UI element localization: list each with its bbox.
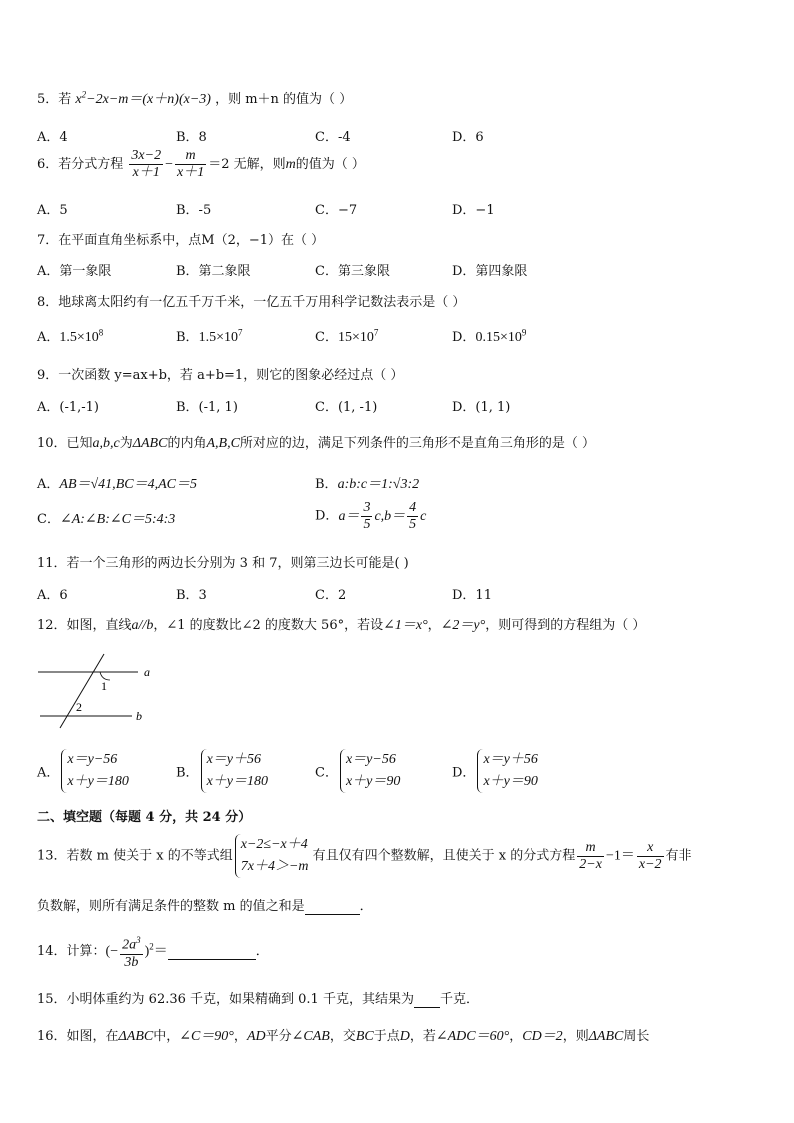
question-13: 13．若数 m 使关于 x 的不等式组x−2≤−x＋4 7x＋4＞−m 有且仅有四个整数解，且使关于 x 的分式方程 $\frac{m}{2-x}$ −1＝ $\frac{x}{x-2}$ 有非: [37, 834, 692, 878]
question-8: 8．地球离太阳约有一亿五千万千米，一亿五千万用科学记数法表示是（ ）: [37, 295, 466, 310]
question-7: 7．在平面直角坐标系中，点M（2，−1）在（ ）: [37, 233, 325, 248]
option-a[interactable]: A．第一象限: [37, 264, 112, 279]
answer-blank[interactable]: [305, 899, 360, 915]
option-d[interactable]: D．第四象限: [452, 264, 528, 279]
fraction: $\frac{3x-2}{x+1}$: [131, 148, 162, 180]
option-d[interactable]: D．11: [452, 588, 492, 603]
option-a[interactable]: A．x＝y−56 x＋y＝180: [37, 749, 129, 793]
label-2: 2: [76, 700, 82, 714]
question-6: 6．若分式方程 $\frac{3x-2}{x+1}$ − $\frac{m}{x+1}$ ＝2 无解，则m的值为（ ）: [37, 148, 365, 180]
answer-blank[interactable]: [414, 992, 440, 1008]
option-d[interactable]: D．x＝y＋56 x＋y＝90: [452, 749, 538, 793]
label-a: a: [144, 665, 150, 679]
option-d[interactable]: D．(1, 1): [452, 400, 511, 415]
option-d[interactable]: D．a＝ $\frac{3}{5}$ c,b＝ $\frac{4}{5}$ c: [315, 500, 427, 532]
option-c[interactable]: C．−7: [315, 203, 358, 218]
equation: $x^2-2x-m=(x+n)(x-3)$: [75, 89, 211, 107]
question-11: 11．若一个三角形的两边长分别为 3 和 7，则第三边长可能是( ): [37, 556, 409, 571]
question-13-line2: 负数解，则所有满足条件的整数 m 的值之和是 ．: [37, 899, 373, 914]
option-c[interactable]: C．(1, -1): [315, 400, 378, 415]
question-10: 10．已知a,b,c为ΔABC的内角A,B,C所对应的边，满足下列条件的三角形不是直角三角形的是（ ）: [37, 436, 596, 451]
option-b[interactable]: B．a:b:c＝1:√3:2: [315, 477, 420, 492]
option-a[interactable]: A．6: [37, 588, 68, 603]
option-b[interactable]: B．(-1, 1): [176, 400, 238, 415]
option-b[interactable]: B．3: [176, 588, 207, 603]
option-d[interactable]: D．$0.15\times 10^9$: [452, 327, 527, 345]
option-c[interactable]: C．第三象限: [315, 264, 390, 279]
transversal: [60, 654, 104, 728]
option-a[interactable]: A．$1.5\times 10^8$: [37, 327, 104, 345]
option-b[interactable]: B．第二象限: [176, 264, 251, 279]
option-a[interactable]: A．5: [37, 203, 68, 218]
option-b[interactable]: B．$1.5\times 10^7$: [176, 327, 243, 345]
option-b[interactable]: B．-5: [176, 203, 212, 218]
option-a[interactable]: A．4: [37, 130, 68, 145]
answer-blank[interactable]: [168, 944, 256, 960]
option-d[interactable]: D．6: [452, 130, 484, 145]
section-title: 二、填空题（每题 4 分，共 24 分）: [37, 810, 252, 825]
question-9: 9．一次函数 y=ax+b，若 a+b=1，则它的图象必经过点（ ）: [37, 368, 404, 383]
option-a[interactable]: A．AB＝√41,BC＝4,AC＝5: [37, 477, 197, 492]
option-c[interactable]: C．x＝y−56 x＋y＝90: [315, 749, 400, 793]
fraction: $\frac{m}{x+1}$: [177, 148, 205, 180]
question-15: 15．小明体重约为 62.36 千克，如果精确到 0.1 千克，其结果为 千克．: [37, 992, 479, 1007]
question-12: 12．如图，直线a//b，∠1 的度数比∠2 的度数大 56°，若设∠1＝x°，∠2＝y°，则可得到的方程组为（ ）: [37, 618, 646, 633]
question-16: 16．如图，在ΔABC中，∠C＝90°，AD平分∠CAB，交BC于点D，若∠ADC＝60°，CD＝2，则ΔABC周长: [37, 1029, 650, 1044]
label-b: b: [136, 709, 142, 723]
option-c[interactable]: C．-4: [315, 130, 351, 145]
option-d[interactable]: D．−1: [452, 203, 495, 218]
question-5: 5．若 $x^2-2x-m=(x+n)(x-3)$ ，则 m＋n 的值为（ ）: [37, 89, 353, 107]
option-b[interactable]: B．8: [176, 130, 207, 145]
option-c[interactable]: C．∠A:∠B:∠C＝5:4:3: [37, 512, 176, 527]
parallel-lines-figure: [38, 650, 158, 730]
option-a[interactable]: A．(-1,-1): [37, 400, 99, 415]
option-b[interactable]: B．x＝y＋56 x＋y＝180: [176, 749, 268, 793]
option-c[interactable]: C．$15\times 10^7$: [315, 327, 379, 345]
option-c[interactable]: C．2: [315, 588, 347, 603]
label-1: 1: [101, 679, 107, 693]
question-14: 14．计算：(− $\frac{2a^3}{3b}$ )$^2$＝ ．: [37, 932, 269, 971]
